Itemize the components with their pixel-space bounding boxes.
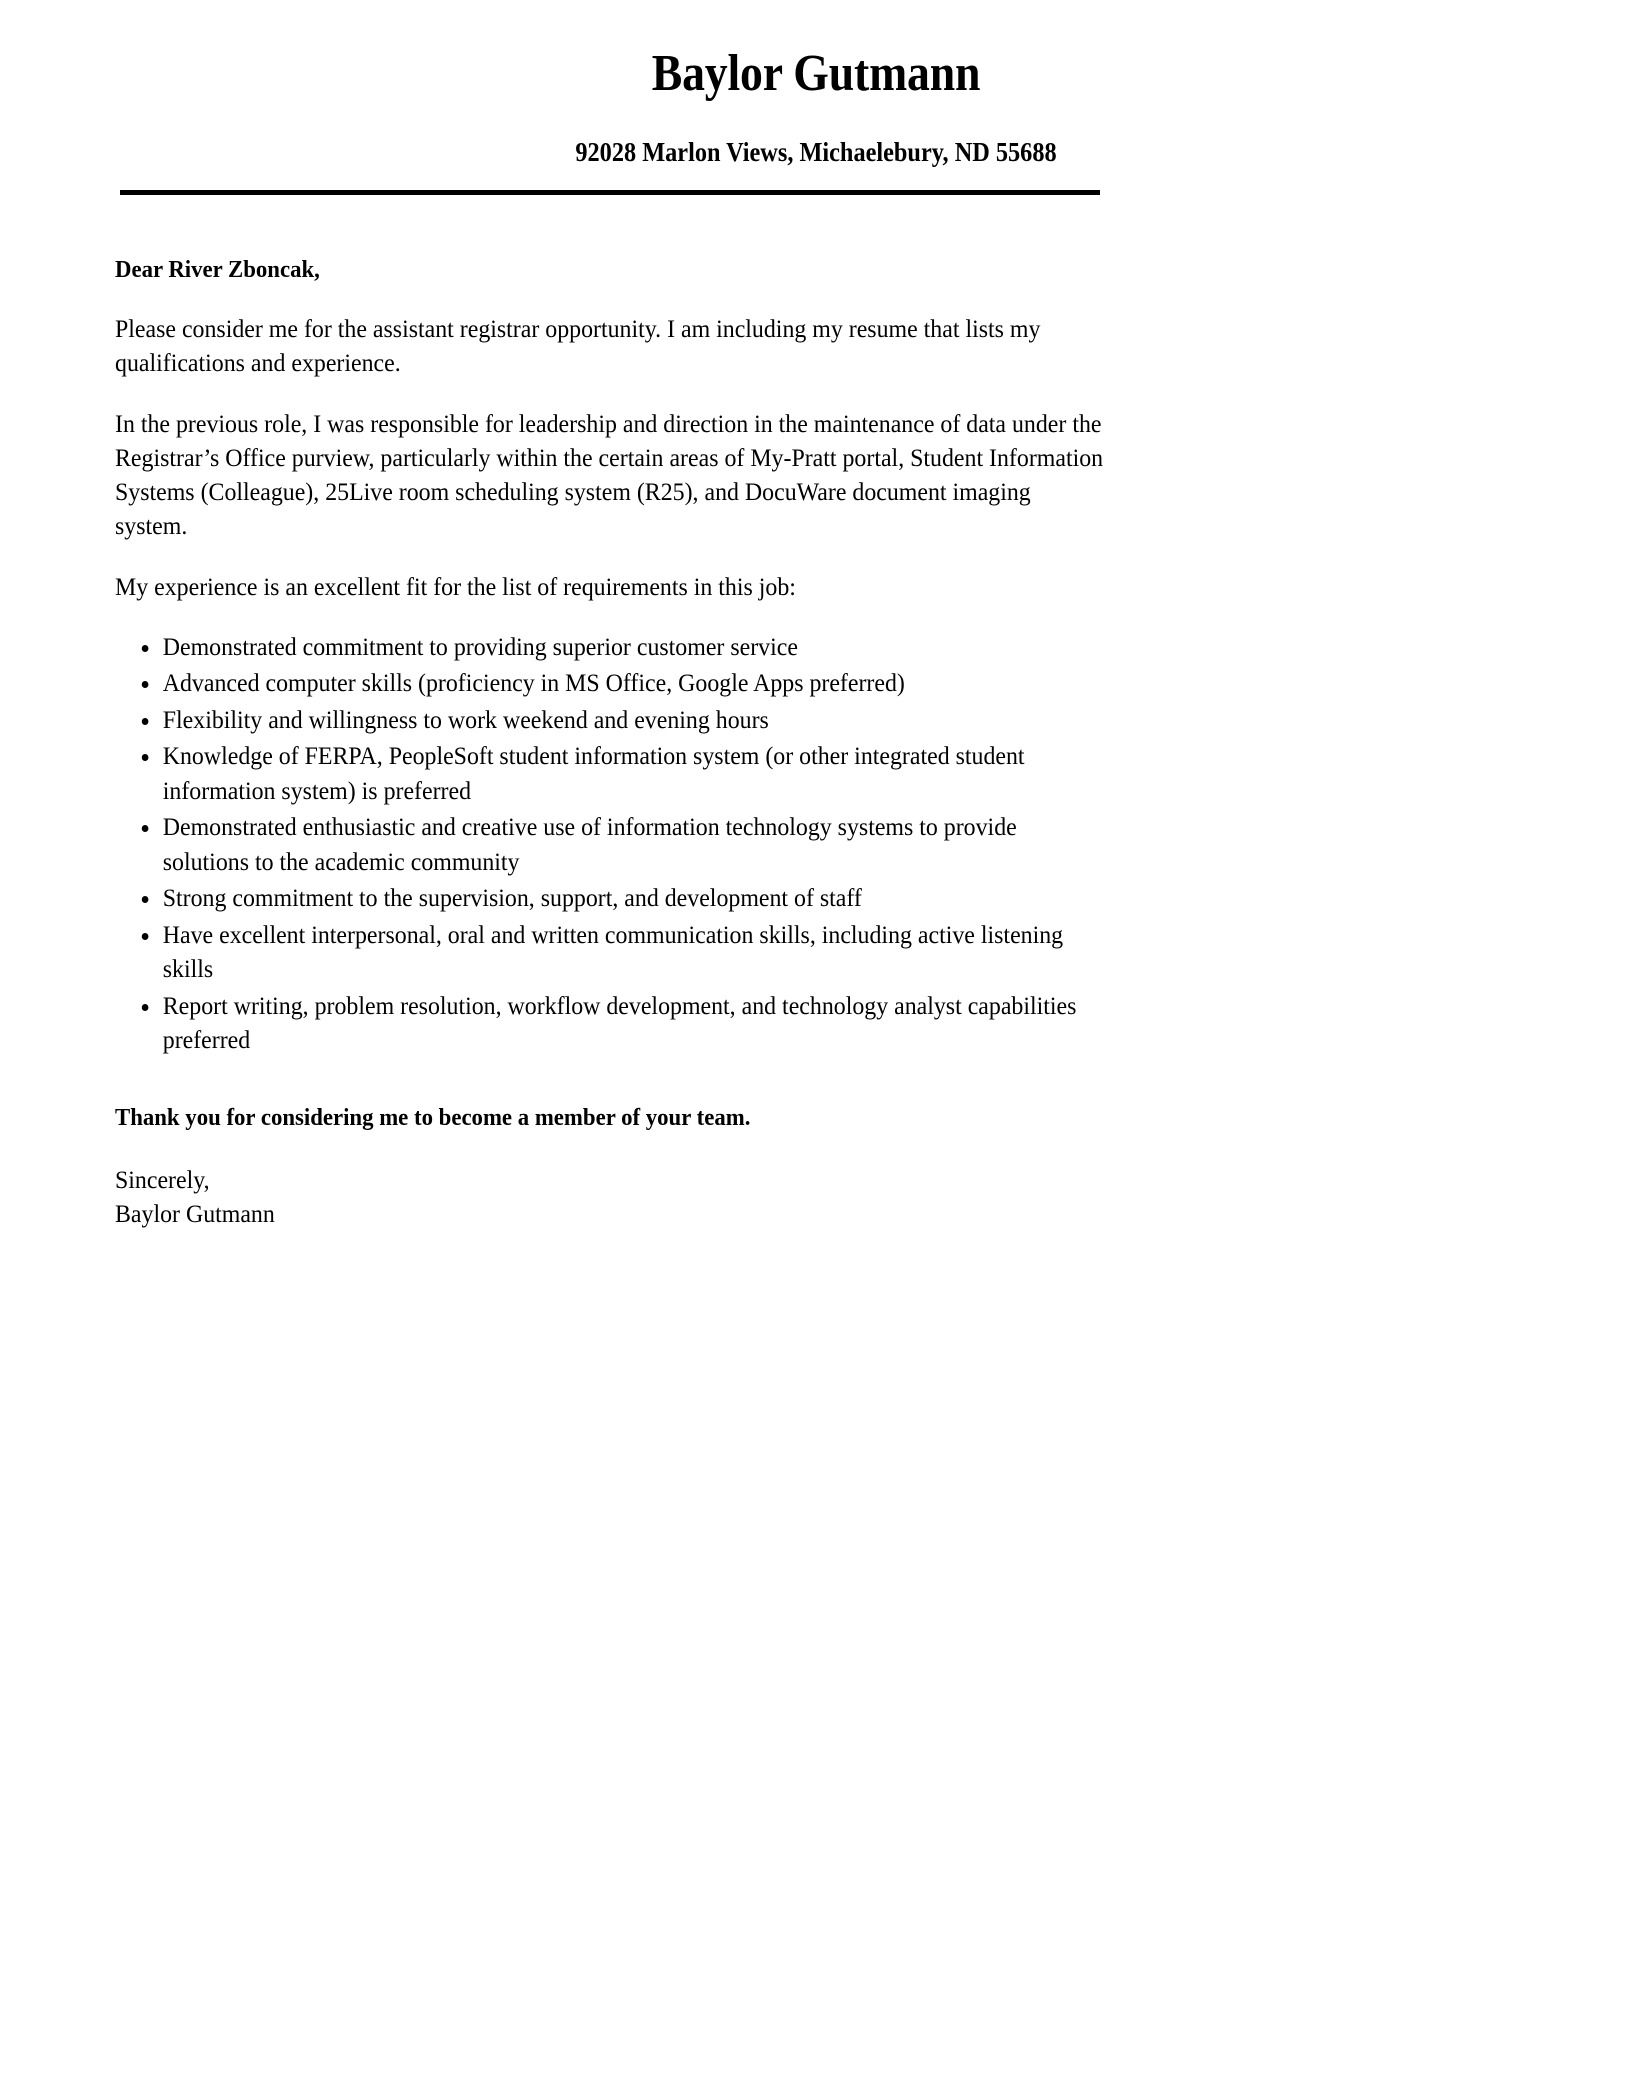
- list-item-text: Advanced computer skills (proficiency in MS Office, Google Apps preferred): [162, 670, 905, 698]
- bullet-icon: [142, 681, 149, 688]
- list-item-text: Strong commitment to the supervision, support, and development of staff: [162, 885, 862, 913]
- bullet-icon: [142, 718, 149, 725]
- list-item-text: Report writing, problem resolution, workflow development, and technology analyst capabilities preferred: [162, 992, 1077, 1055]
- list-item: [115, 702, 1103, 739]
- bullet-icon: [142, 754, 149, 761]
- letter-body: [0, 253, 1632, 1233]
- bullet-icon: [142, 933, 149, 940]
- list-item: [115, 665, 1103, 702]
- letterhead-name: Baylor Gutmann: [651, 45, 981, 102]
- list-item-text: Demonstrated enthusiastic and creative use of information technology systems to provide solutions to the academic community: [162, 814, 1017, 876]
- closing-statement: Thank you for considering me to become a member of your team.: [115, 1103, 751, 1131]
- letterhead-address: 92028 Marlon Views, Michaelebury, ND 55688: [575, 137, 1057, 168]
- list-item: [115, 738, 1103, 809]
- list-item: [115, 629, 1103, 666]
- salutation: Dear River Zboncak,: [115, 255, 320, 283]
- signature-name: Baylor Gutmann: [115, 1201, 275, 1229]
- body-paragraph-2: In the previous role, I was responsible for leadership and direction in the maintenance of data under the Registrar’s Office purview, particularly within the certain areas of My-Pratt portal, Student Information Systems (Colleague), 25Live room scheduling system (R25), and DocuWare document imaging system.: [115, 410, 1104, 540]
- requirements-list: [115, 605, 1103, 1059]
- list-item-text: Knowledge of FERPA, PeopleSoft student information system (or other integrated student information system) is preferred: [162, 743, 1025, 805]
- body-paragraph-3: My experience is an excellent fit for the list of requirements in this job:: [115, 573, 796, 601]
- letter-content-block: [115, 253, 1105, 1233]
- bullet-icon: [142, 825, 149, 832]
- bullet-icon: [142, 1004, 149, 1011]
- list-item-text: Flexibility and willingness to work weekend and evening hours: [162, 706, 769, 734]
- list-item: [115, 880, 1103, 917]
- list-item: [115, 917, 1103, 988]
- list-item-text: Have excellent interpersonal, oral and written communication skills, including active listening skills: [162, 921, 1064, 984]
- list-item: [115, 988, 1103, 1059]
- bullet-icon: [142, 645, 149, 652]
- signature-block: [115, 1134, 1060, 1233]
- list-item: [115, 809, 1103, 880]
- letterhead: [0, 0, 1632, 195]
- bullet-icon: [142, 896, 149, 903]
- valediction: Sincerely,: [115, 1166, 210, 1194]
- letterhead-divider: [120, 190, 1100, 195]
- list-item-text: Demonstrated commitment to providing superior customer service: [162, 633, 798, 661]
- body-paragraph-1: Please consider me for the assistant registrar opportunity. I am including my resume that lists my qualifications and experience.: [115, 315, 1041, 377]
